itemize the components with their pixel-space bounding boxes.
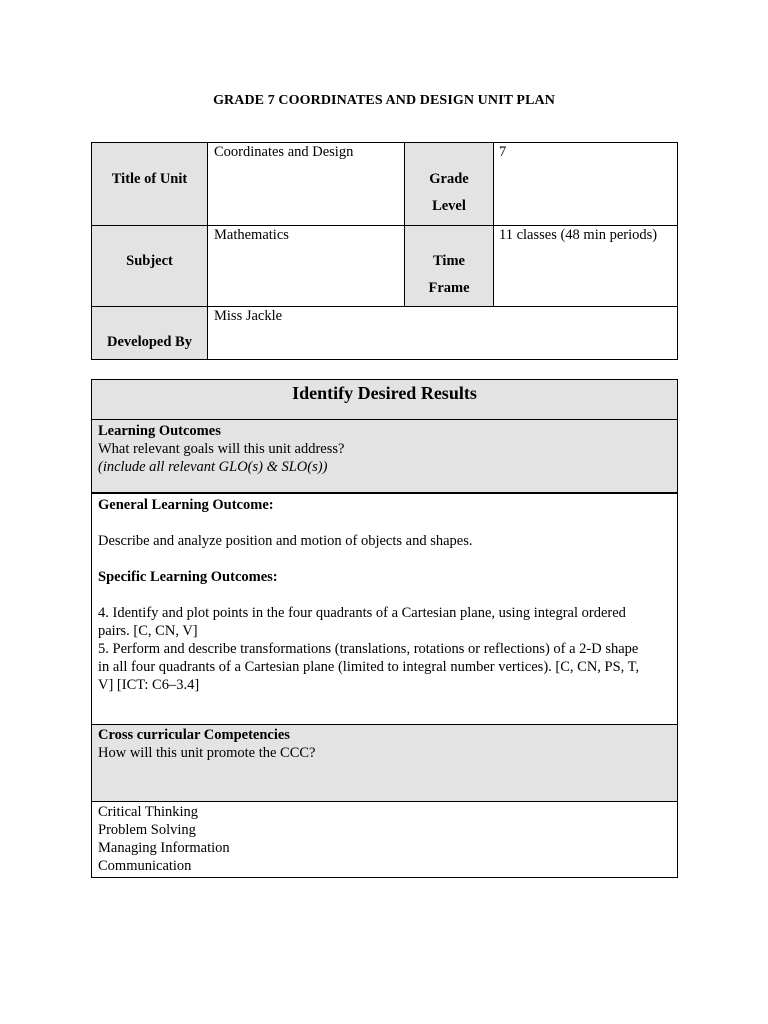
developed-by-label-cell — [92, 307, 208, 359]
learning-outcomes-title: Learning Outcomes — [98, 423, 221, 439]
document-title: GRADE 7 COORDINATES AND DESIGN UNIT PLAN — [213, 93, 555, 108]
learning-outcomes-note: (include all relevant GLO(s) & SLO(s)) — [98, 459, 328, 475]
cross-curricular-section — [92, 725, 677, 802]
subject-label: Subject — [126, 253, 173, 269]
list-item: Communication — [98, 858, 192, 874]
grade-level-value: 7 — [499, 144, 507, 160]
grade-label-line2: Level — [432, 198, 466, 214]
table-row — [92, 143, 677, 225]
slo-5-line3: V] [ICT: C6–3.4] — [98, 677, 200, 693]
title-of-unit-label: Title of Unit — [111, 171, 188, 187]
table-row — [92, 225, 677, 306]
unit-info-table — [91, 142, 678, 360]
outcomes-content-section — [92, 494, 677, 725]
learning-outcomes-section — [92, 420, 677, 494]
grade-label-line1: Grade — [429, 171, 469, 187]
slo-4-line2: pairs. [C, CN, V] — [98, 623, 198, 639]
slo-5-line1: 5. Perform and describe transformations (translations, rotations or reflections) of a 2-D shape — [98, 641, 639, 657]
glo-text: Describe and analyze position and motion of objects and shapes. — [98, 533, 473, 549]
learning-outcomes-question: What relevant goals will this unit address? — [98, 441, 345, 457]
ccc-question: How will this unit promote the CCC? — [98, 745, 316, 761]
time-label-line2: Frame — [428, 280, 470, 296]
grade-level-label-cell — [405, 143, 494, 225]
time-frame-value: 11 classes (48 min periods) — [499, 227, 658, 243]
title-of-unit-value: Coordinates and Design — [208, 143, 405, 225]
list-item: Problem Solving — [98, 822, 196, 838]
desired-results-table — [91, 379, 678, 878]
developed-by-value: Miss Jackle — [214, 308, 283, 324]
competencies-list — [92, 802, 677, 877]
slo-5-line2: in all four quadrants of a Cartesian plane (limited to integral number vertices). [C, CN, PS, T, — [98, 659, 640, 675]
slo-title: Specific Learning Outcomes: — [98, 569, 278, 585]
time-label-line1: Time — [433, 253, 465, 269]
ccc-title: Cross curricular Competencies — [98, 727, 290, 743]
subject-label-cell — [92, 226, 208, 306]
list-item: Critical Thinking — [98, 804, 199, 820]
list-item: Managing Information — [98, 840, 230, 856]
subject-value: Mathematics — [208, 226, 405, 306]
table-row — [92, 306, 677, 359]
section-heading: Identify Desired Results — [92, 380, 677, 420]
glo-title: General Learning Outcome: — [98, 497, 274, 513]
developed-by-label: Developed By — [107, 334, 192, 350]
slo-4-line1: 4. Identify and plot points in the four quadrants of a Cartesian plane, using integral ordered — [98, 605, 626, 621]
time-frame-label-cell — [405, 226, 494, 306]
title-of-unit-label-cell — [92, 143, 208, 225]
